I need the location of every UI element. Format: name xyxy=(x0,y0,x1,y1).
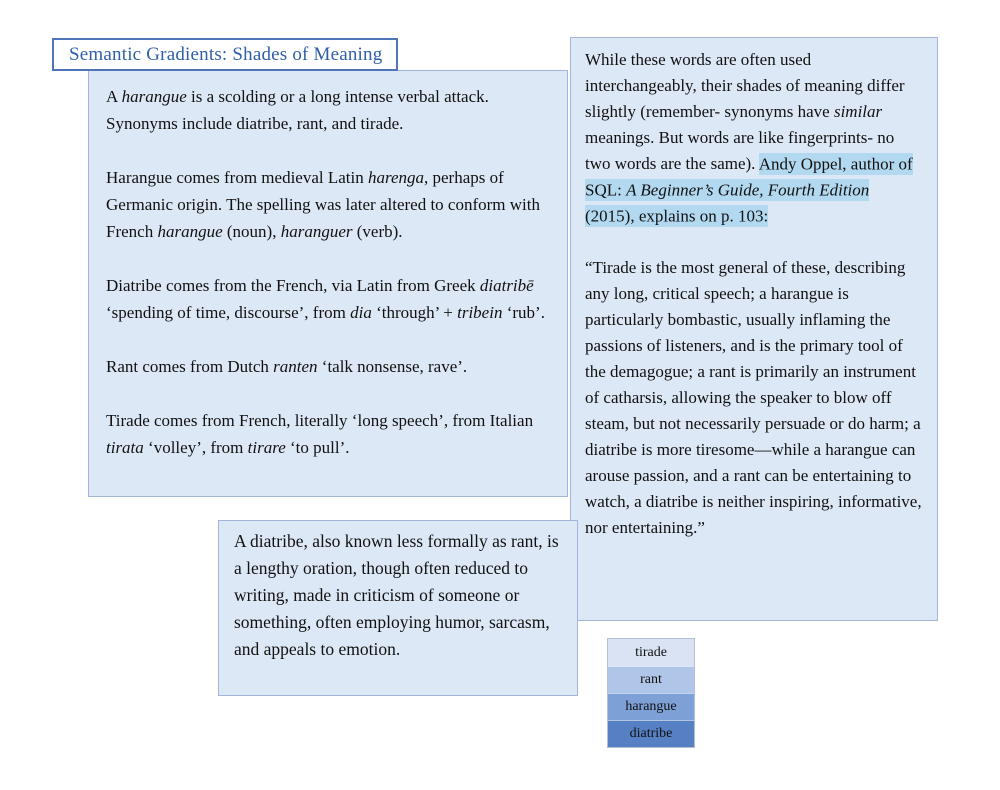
text-run: harangue xyxy=(121,87,187,106)
gradient-row-rant: rant xyxy=(608,666,694,693)
text-run: A diatribe, also known less formally as rant, is a lengthy oration, though often reduced to writing, made in criticism of someone or something, often employing humor, sarcasm, and appeals to emotion. xyxy=(234,531,559,659)
text-run: similar xyxy=(833,102,883,121)
semantic-gradient-table xyxy=(607,638,695,748)
gradient-row-diatribe: diatribe xyxy=(608,720,694,747)
highlighted-text: (2015), explains on p. 103: xyxy=(585,206,769,225)
text-run: Rant comes from Dutch xyxy=(106,357,274,376)
etymology-note-box xyxy=(88,70,568,497)
paragraph xyxy=(106,272,550,326)
text-run: meanings. But words are like fingerprints- no two words are the same). xyxy=(585,128,895,173)
text-run: ‘to pull’. xyxy=(285,438,350,457)
gradient-row-harangue: harangue xyxy=(608,693,694,720)
text-run: (verb). xyxy=(352,222,403,241)
page-title-box xyxy=(52,38,398,71)
text-run: tirare xyxy=(247,438,286,457)
page-title: Semantic Gradients: Shades of Meaning xyxy=(69,43,383,65)
text-run: ranten xyxy=(273,357,318,376)
text-run: ‘rub’. xyxy=(502,303,545,322)
text-run: Diatribe comes from the French, via Latin from Greek xyxy=(106,276,480,295)
text-run: , perhaps of Germanic origin. The spelling was later altered to conform with French xyxy=(106,168,540,241)
text-run: ‘through’ + xyxy=(371,303,458,322)
text-run: harenga xyxy=(367,168,425,187)
text-run: harangue xyxy=(157,222,223,241)
paragraph xyxy=(106,83,550,137)
text-run: haranguer xyxy=(280,222,353,241)
text-run: While these words are often used interchangeably, their shades of meaning differ slightly (remember- synonyms have xyxy=(585,50,905,121)
paragraph xyxy=(106,353,550,380)
text-run: A xyxy=(106,87,122,106)
paragraph xyxy=(234,528,562,663)
paragraph xyxy=(106,164,550,245)
definition-note-box xyxy=(218,520,578,696)
text-run: dia xyxy=(350,303,372,322)
explanation-note-box xyxy=(570,37,938,621)
paragraph xyxy=(585,47,923,229)
text-run: “Tirade is the most general of these, describing any long, critical speech; a harangue is particularly bombastic, usually inflaming the passions of listeners, and is the primary tool of the demagogue; a rant is primarily an instrument of catharsis, allowing the speaker to blow off steam, but not necessarily persuade or do harm; a diatribe is more tiresome—while a harangue can arouse passion, and a rant can be entertaining to watch, a diatribe is neither inspiring, informative, nor entertaining.” xyxy=(585,258,922,537)
text-run: ‘talk nonsense, rave’. xyxy=(317,357,468,376)
paragraph xyxy=(106,407,550,461)
text-run: tribein xyxy=(457,303,503,322)
text-run: ‘spending of time, discourse’, from xyxy=(106,303,351,322)
text-run: tirata xyxy=(106,438,144,457)
text-run: ‘volley’, from xyxy=(143,438,248,457)
text-run: is a scolding or a long intense verbal attack. Synonyms include diatribe, rant, and tirade. xyxy=(106,87,489,133)
text-run: Harangue comes from medieval Latin xyxy=(106,168,368,187)
highlighted-text: A Beginner’s Guide, Fourth Edition xyxy=(626,180,870,199)
text-run: Tirade comes from French, literally ‘long speech’, from Italian xyxy=(106,411,534,430)
text-run: (noun), xyxy=(222,222,281,241)
gradient-row-tirade: tirade xyxy=(608,639,694,666)
highlighted-text: Andy Oppel, author of SQL: xyxy=(585,154,913,199)
paragraph xyxy=(585,255,923,541)
text-run: diatribē xyxy=(479,276,534,295)
